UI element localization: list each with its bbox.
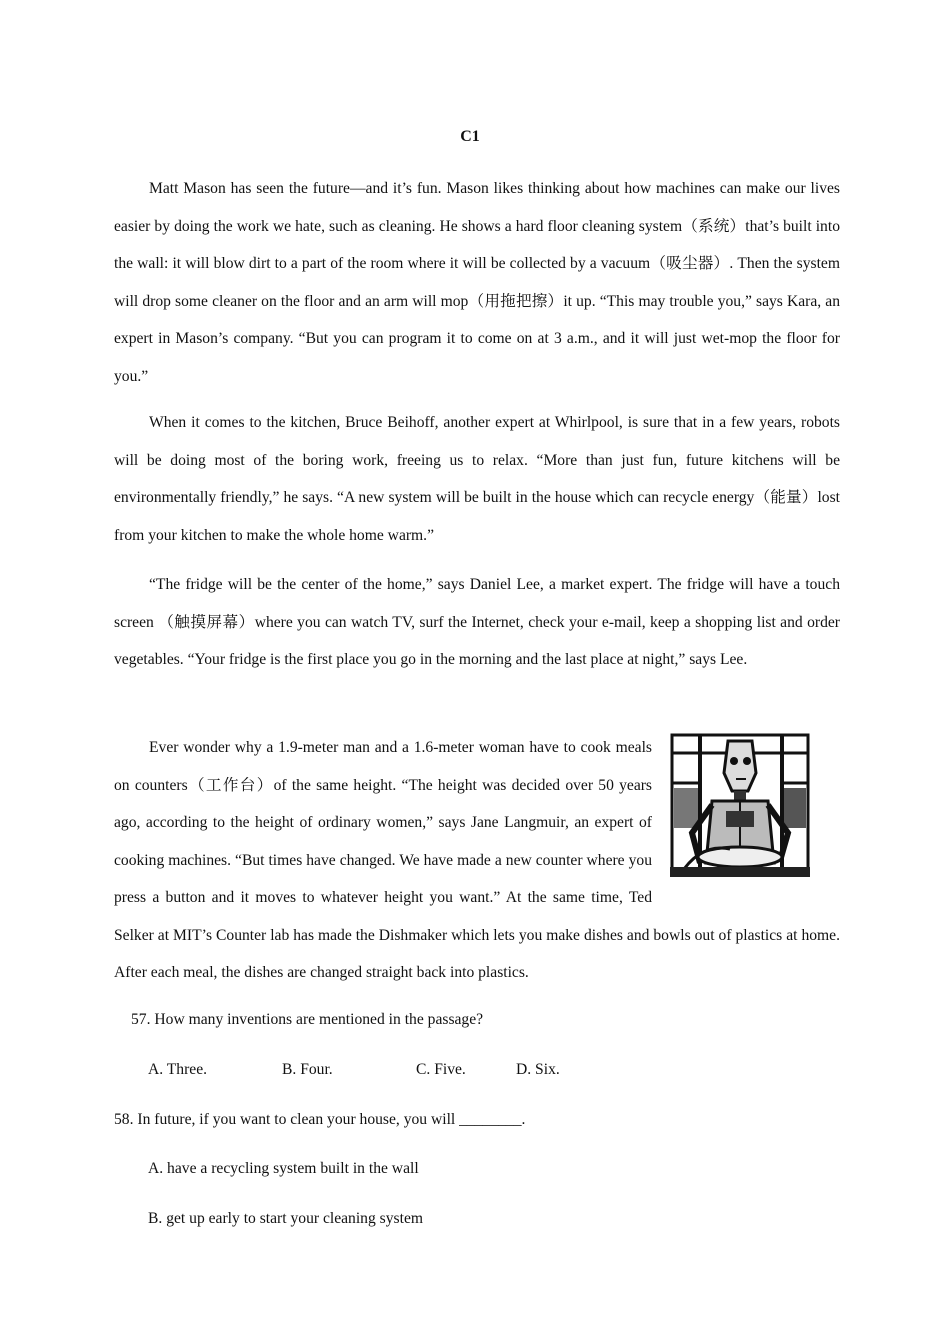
question-57-stem: 57. How many inventions are mentioned in the passage? (131, 1011, 484, 1028)
question-57-option-b: B. Four. (282, 1061, 333, 1078)
question-57-option-a: A. Three. (148, 1061, 208, 1078)
robot-kitchen-illustration (670, 733, 810, 877)
question-58-option-b: B. get up early to start your cleaning system (148, 1210, 423, 1227)
question-58-option-a: A. have a recycling system built in the wall (148, 1160, 419, 1177)
paragraph-4: Ever wonder why a 1.9-meter man and a 1.6-meter woman have to cook meals on counters（工作台）of the same height. “The height was decided over 50 years ago, according to the height of ordinary women,” says Jane Langmuir, an expert of cooking machines. “But times have changed. We have made a new counter where you press a button and it moves to whatever height you want.” At the same time, Ted Selker at MIT’s Counter lab has made the Dishmaker which lets you make dishes and bowls out of plastics at home. After each meal, the dishes are changed straight back into plastics. (114, 739, 840, 981)
question-57-option-c: C. Five. (416, 1061, 466, 1078)
question-58-stem: 58. In future, if you want to clean your house, you will ________. (114, 1111, 526, 1128)
paragraph-3: “The fridge will be the center of the home,” says Daniel Lee, a market expert. The fridge will have a touch screen （触摸屏幕）where you can watch TV, surf the Internet, check your e-mail, keep a shopping list and order vegetables. “Your fridge is the first place you go in the morning and the last place at night,” says Lee. (114, 576, 840, 668)
paragraph-1: Matt Mason has seen the future—and it’s fun. Mason likes thinking about how machines can make our lives easier by doing the work we hate, such as cleaning. He shows a hard floor cleaning system（系统）that’s built into the wall: it will blow dirt to a part of the room where it will be collected by a vacuum（吸尘器）. Then the system will drop some cleaner on the floor and an arm will mop（用拖把擦）it up. “This may trouble you,” says Kara, an expert in Mason’s company. “But you can program it to come on at 3 a.m., and it will just wet-mop the floor for you.” (114, 180, 840, 385)
paragraph-4-block (114, 729, 840, 992)
paragraph-2: When it comes to the kitchen, Bruce Beihoff, another expert at Whirlpool, is sure that in a few years, robots will be doing most of the boring work, freeing us to relax. “More than just fun, future kitchens will be environmentally friendly,” he says. “A new system will be built in the house which can recycle energy（能量）lost from your kitchen to make the whole home warm.” (114, 414, 840, 544)
question-57-option-d: D. Six. (516, 1061, 560, 1078)
passage-title: C1 (460, 128, 480, 145)
